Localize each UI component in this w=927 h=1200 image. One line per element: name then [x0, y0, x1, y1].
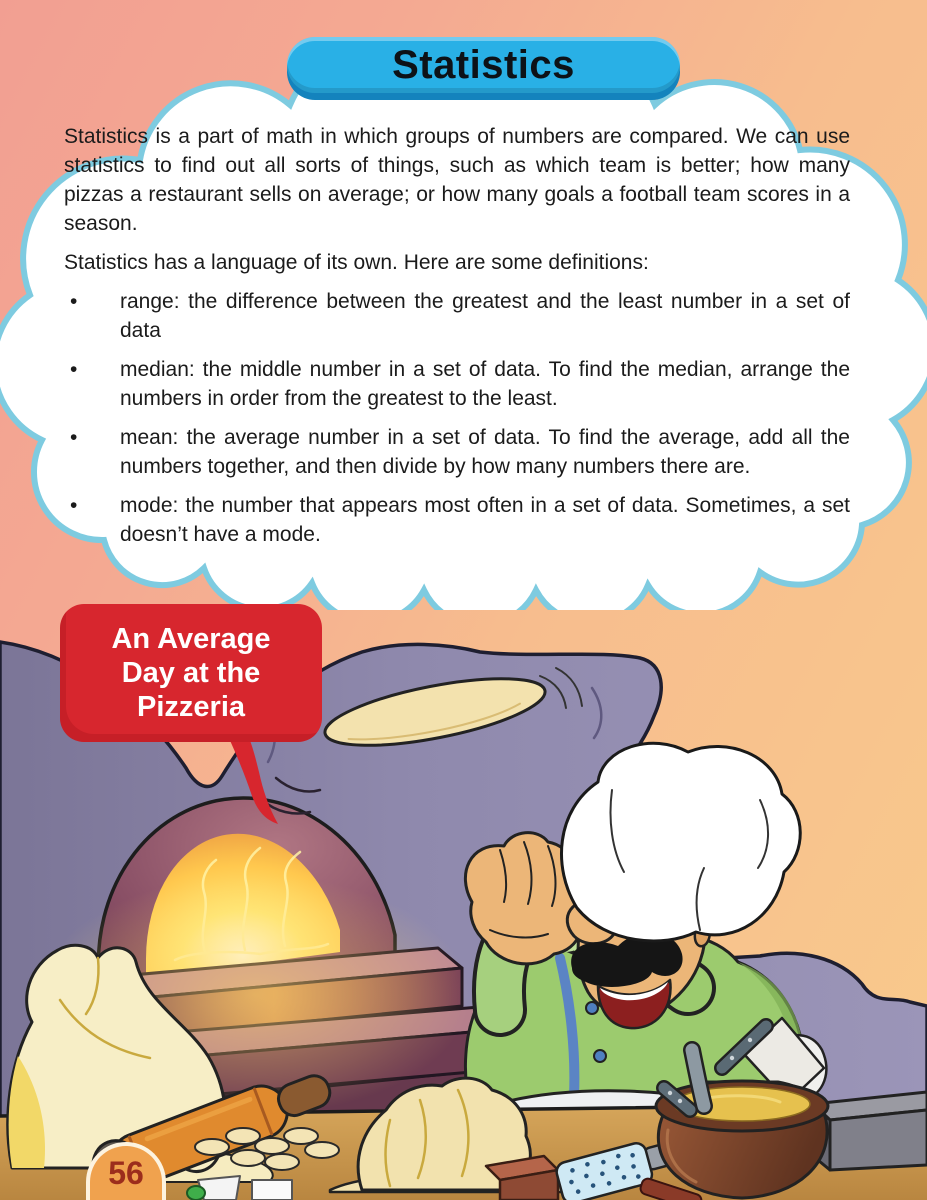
bullet-dot: • — [70, 290, 78, 313]
speech-bubble-line: Day at the — [121, 657, 261, 689]
definition-mode — [64, 491, 850, 549]
page-title — [287, 37, 680, 93]
definition-range — [64, 287, 850, 345]
intro-paragraph: Statistics is a part of math in which groups of numbers are compared. We can use statistics to find out all sorts of things, such as which team is better; how many pizzas a restaurant sells on average; or how many goals a football team scores in a season. — [64, 125, 850, 235]
definition-text: mean: the average number in a set of data. To find the average, add all the numbers together, and then divide by how many numbers there are. — [120, 426, 850, 478]
page-title-text: Statistics — [392, 42, 575, 87]
speech-bubble — [60, 604, 322, 742]
bullet-dot: • — [70, 426, 78, 449]
definition-mean — [64, 423, 850, 481]
bullet-dot: • — [70, 494, 78, 517]
statistics-text-block — [64, 122, 850, 549]
wooden-spoon — [692, 1050, 704, 1106]
speech-bubble-line: Pizzeria — [137, 691, 245, 723]
definition-text: range: the difference between the greatest and the least number in a set of data — [120, 290, 850, 342]
definition-median — [64, 355, 850, 413]
bullet-dot: • — [70, 358, 78, 381]
speech-bubble-line: An Average — [111, 623, 271, 655]
definition-text: mode: the number that appears most often in a set of data. Sometimes, a set doesn’t have a mode. — [120, 494, 850, 546]
page-number: 56 — [108, 1154, 144, 1191]
definitions-intro-paragraph: Statistics has a language of its own. Here are some definitions: — [64, 251, 649, 274]
button — [594, 1050, 606, 1062]
metal-box — [813, 1092, 927, 1170]
definition-text: median: the middle number in a set of data. To find the median, arrange the numbers in order from the greatest to the least. — [120, 358, 850, 410]
olive — [187, 1186, 205, 1200]
